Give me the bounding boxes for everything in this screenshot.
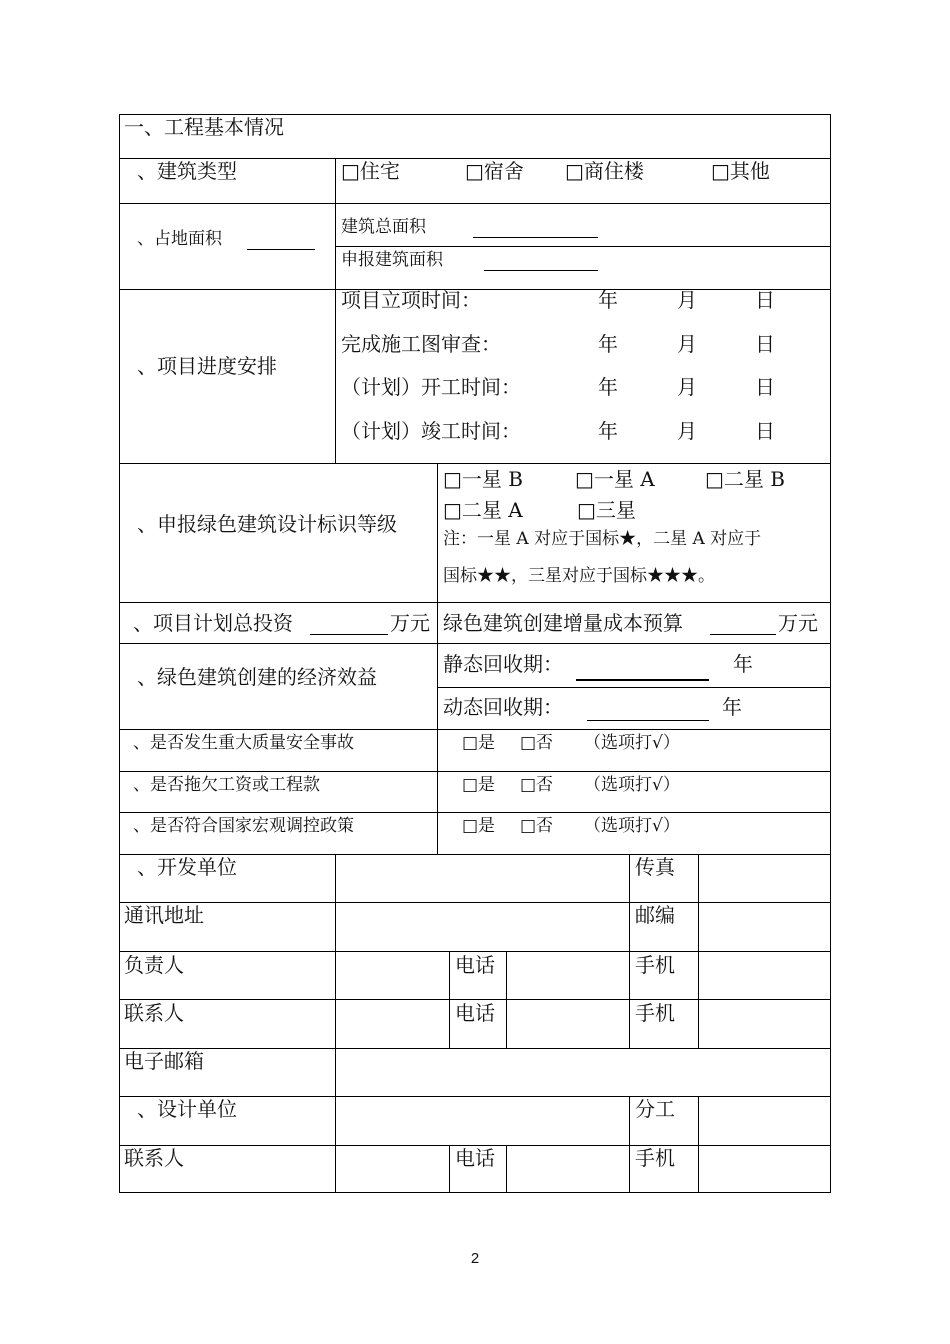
designer-label: 、设计单位 <box>137 1097 237 1121</box>
schedule-month: 月 <box>677 332 697 356</box>
phone-label: 电话 <box>455 1146 495 1170</box>
question-safety-accident: 、是否发生重大质量安全事故 <box>133 733 354 753</box>
rule <box>629 951 630 1049</box>
rule <box>119 812 831 813</box>
mobile-label: 手机 <box>635 953 675 977</box>
rule <box>119 643 831 644</box>
declared-area-label: 申报建筑面积 <box>341 250 443 270</box>
option-hint: （选项打√） <box>584 775 680 795</box>
schedule-year: 年 <box>598 419 618 443</box>
dynamic-payback-unit: 年 <box>722 695 742 719</box>
no-option[interactable]: □否 <box>520 733 554 753</box>
land-area-label: 、占地面积 <box>137 229 222 249</box>
schedule-month: 月 <box>677 288 697 312</box>
question-wage-arrears: 、是否拖欠工资或工程款 <box>133 775 320 795</box>
rating-note: 国标★★，三星对应于国标★★★。 <box>443 566 715 586</box>
rule <box>506 951 507 1049</box>
yes-option[interactable]: □是 <box>462 816 496 836</box>
rule <box>629 1145 630 1193</box>
fax-label: 传真 <box>635 855 675 879</box>
building-type-label: 、建筑类型 <box>137 159 237 183</box>
investment-unit: 万元 <box>390 611 430 635</box>
schedule-row-label: 项目立项时间： <box>341 288 481 312</box>
phone-label: 电话 <box>455 1001 495 1025</box>
page-number: 2 <box>470 1250 480 1267</box>
contact-label: 联系人 <box>124 1146 184 1170</box>
schedule-day: 日 <box>755 288 775 312</box>
schedule-day: 日 <box>755 375 775 399</box>
rating-note: 注：一星 A 对应于国标★，二星 A 对应于 <box>443 529 762 549</box>
rating-option-three-star[interactable]: □三星 <box>577 498 636 522</box>
rating-option-two-star-b[interactable]: □二星 B <box>705 467 785 491</box>
division-label: 分工 <box>635 1097 675 1121</box>
section-title: 一、工程基本情况 <box>124 115 284 139</box>
static-payback-unit: 年 <box>733 652 753 676</box>
rule <box>335 854 336 1193</box>
rule <box>119 999 831 1000</box>
building-type-option-mixed-use[interactable]: □商住楼 <box>565 159 644 183</box>
rule <box>698 951 699 1049</box>
option-hint: （选项打√） <box>584 733 680 753</box>
mobile-label: 手机 <box>635 1146 675 1170</box>
rule <box>335 158 336 464</box>
dynamic-payback-label: 动态回收期： <box>443 695 563 719</box>
rule <box>449 1145 450 1193</box>
schedule-row-label: 完成施工图审查： <box>341 332 501 356</box>
rule <box>119 771 831 772</box>
rule <box>119 203 831 204</box>
rule <box>119 1048 831 1049</box>
yes-option[interactable]: □是 <box>462 733 496 753</box>
schedule-row-label: （计划）开工时间： <box>341 375 521 399</box>
rule <box>449 951 450 1049</box>
rule <box>335 246 831 247</box>
schedule-row-label: （计划）竣工时间： <box>341 419 521 443</box>
incremental-cost-unit: 万元 <box>778 611 818 635</box>
phone-label: 电话 <box>455 953 495 977</box>
address-label: 通讯地址 <box>124 903 204 927</box>
land-area-field[interactable] <box>247 249 315 250</box>
building-type-option-other[interactable]: □其他 <box>711 159 770 183</box>
building-type-option-residential[interactable]: □住宅 <box>341 159 400 183</box>
person-in-charge-label: 负责人 <box>124 953 184 977</box>
rule <box>698 1145 699 1193</box>
rule <box>437 687 831 688</box>
rule <box>119 602 831 603</box>
no-option[interactable]: □否 <box>520 816 554 836</box>
static-payback-label: 静态回收期： <box>443 652 563 676</box>
schedule-day: 日 <box>755 332 775 356</box>
rating-option-one-star-b[interactable]: □一星 B <box>443 467 523 491</box>
rule <box>119 729 831 730</box>
total-area-label: 建筑总面积 <box>341 217 426 237</box>
schedule-month: 月 <box>677 419 697 443</box>
rule <box>119 951 831 952</box>
rule <box>119 1192 831 1193</box>
economic-benefit-label: 、绿色建筑创建的经济效益 <box>137 665 377 689</box>
rule <box>506 1145 507 1193</box>
rule <box>119 902 831 903</box>
email-label: 电子邮箱 <box>124 1049 204 1073</box>
developer-label: 、开发单位 <box>137 855 237 879</box>
yes-option[interactable]: □是 <box>462 775 496 795</box>
investment-field[interactable] <box>310 634 388 635</box>
rule <box>437 463 438 855</box>
schedule-year: 年 <box>598 288 618 312</box>
incremental-cost-field[interactable] <box>710 634 776 635</box>
investment-label: 、项目计划总投资 <box>133 611 293 635</box>
rating-option-one-star-a[interactable]: □一星 A <box>575 467 655 491</box>
no-option[interactable]: □否 <box>520 775 554 795</box>
building-type-option-dormitory[interactable]: □宿舍 <box>465 159 524 183</box>
incremental-cost-label: 绿色建筑创建增量成本预算 <box>443 611 683 635</box>
mobile-label: 手机 <box>635 1001 675 1025</box>
postcode-label: 邮编 <box>635 903 675 927</box>
rule <box>119 114 120 1193</box>
question-macro-policy: 、是否符合国家宏观调控政策 <box>133 816 354 836</box>
contact-label: 联系人 <box>124 1001 184 1025</box>
schedule-year: 年 <box>598 332 618 356</box>
rule <box>119 463 831 464</box>
rule <box>830 114 831 1193</box>
option-hint: （选项打√） <box>584 816 680 836</box>
schedule-label: 、项目进度安排 <box>137 354 277 378</box>
rating-label: 、申报绿色建筑设计标识等级 <box>137 512 397 536</box>
schedule-month: 月 <box>677 375 697 399</box>
dynamic-payback-field[interactable] <box>587 720 709 721</box>
static-payback-field[interactable] <box>576 679 709 681</box>
schedule-day: 日 <box>755 419 775 443</box>
declared-area-field[interactable] <box>484 270 598 271</box>
schedule-year: 年 <box>598 375 618 399</box>
total-area-field[interactable] <box>473 237 598 238</box>
rating-option-two-star-a[interactable]: □二星 A <box>443 498 523 522</box>
